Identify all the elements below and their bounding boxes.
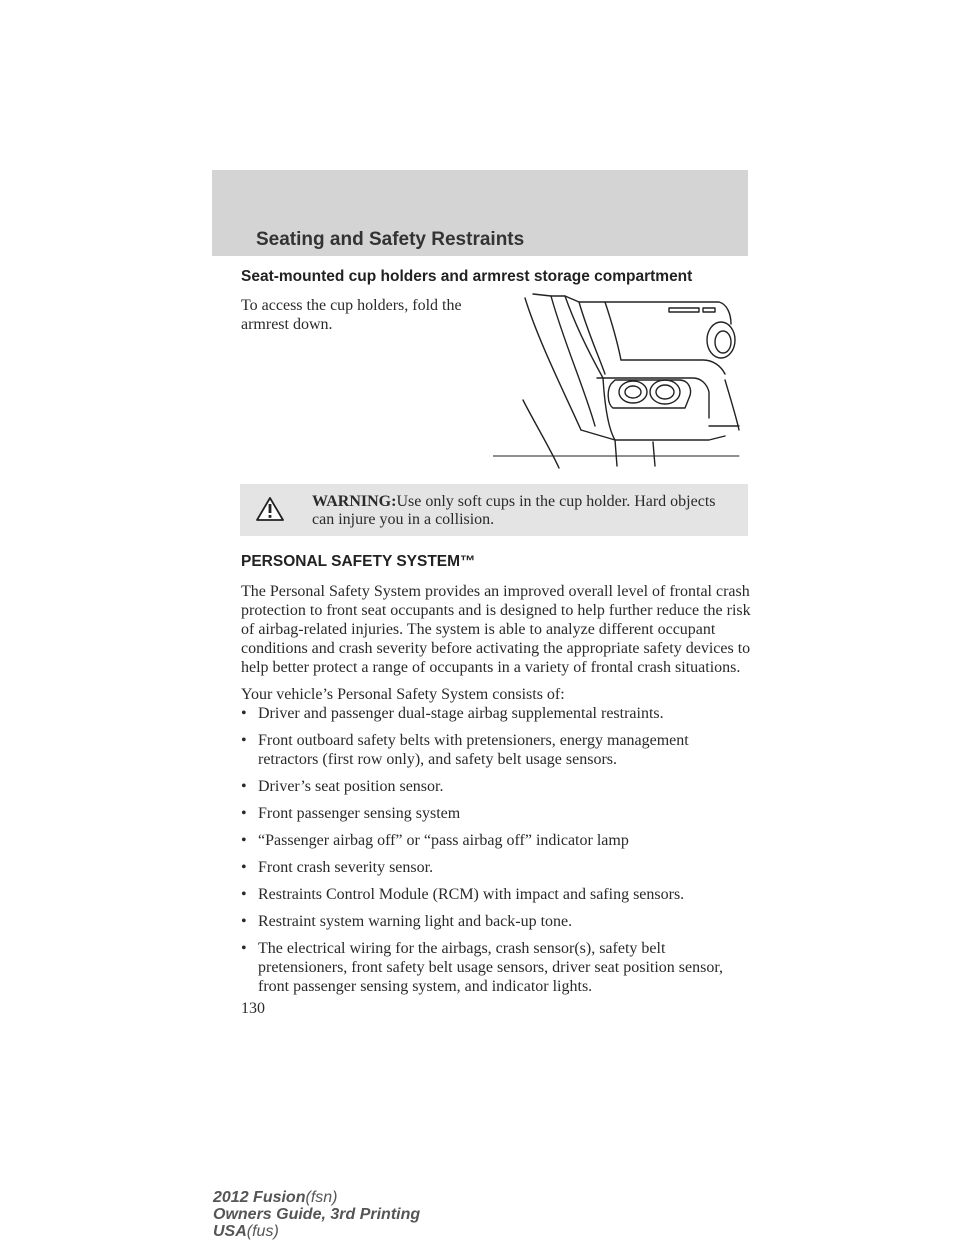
footer-model-code: (fsn): [305, 1189, 338, 1206]
cupholder-heading: Seat-mounted cup holders and armrest storage compartment: [241, 268, 693, 285]
cupholder-text-line1: To access the cup holders, fold the: [241, 297, 462, 314]
footer-edition: Owners Guide, 3rd Printing: [213, 1206, 421, 1223]
warning-text: [312, 493, 732, 529]
list-item: • Restraint system warning light and back-up tone.: [241, 912, 751, 931]
pss-intro: Your vehicle’s Personal Safety System consists of:: [241, 686, 565, 703]
page-section-title: Seating and Safety Restraints: [256, 229, 525, 250]
list-item: • Driver and passenger dual-stage airbag supplemental restraints.: [241, 704, 751, 723]
footer-market: USA: [213, 1223, 247, 1240]
footer-model: 2012 Fusion: [213, 1189, 306, 1206]
list-item: • Front outboard safety belts with pretensioners, energy management retractors (first row only), and safety belt usage sensors.: [241, 731, 751, 769]
list-item: • The electrical wiring for the airbags, crash sensor(s), safety belt pretensioners, front safety belt usage sensors, driver seat position sensor, front passenger sensing system, and indicator lights.: [241, 939, 751, 996]
cupholder-text-line2: armrest down.: [241, 316, 333, 333]
list-item: • Driver’s seat position sensor.: [241, 777, 751, 796]
pss-component-list: [241, 704, 751, 1004]
page-number: 130: [241, 1000, 265, 1017]
document-footer: [213, 1189, 420, 1240]
warning-label: WARNING:: [312, 493, 397, 510]
list-item: • Front passenger sensing system: [241, 804, 751, 823]
pss-paragraph: The Personal Safety System provides an improved overall level of frontal crash protection to front seat occupants and is designed to help further reduce the risk of airbag-related injuries. The system is able to analyze different occupant conditions and crash severity before activating the appropriate safety devices to help better protect a range of occupants in a variety of frontal crash situations.: [241, 583, 751, 676]
pss-heading: PERSONAL SAFETY SYSTEM™: [241, 553, 476, 570]
cupholder-armrest-illustration: [493, 280, 743, 470]
footer-market-code: (fus): [246, 1223, 279, 1240]
list-item: • “Passenger airbag off” or “pass airbag off” indicator lamp: [241, 831, 751, 850]
list-item: • Restraints Control Module (RCM) with impact and safing sensors.: [241, 885, 751, 904]
warning-message: Use only soft cups in the cup holder. Hard objects can injure you in a collision.: [312, 493, 716, 528]
list-item: • Front crash severity sensor.: [241, 858, 751, 877]
warning-triangle-icon: [256, 496, 284, 522]
warning-box: [240, 484, 748, 536]
